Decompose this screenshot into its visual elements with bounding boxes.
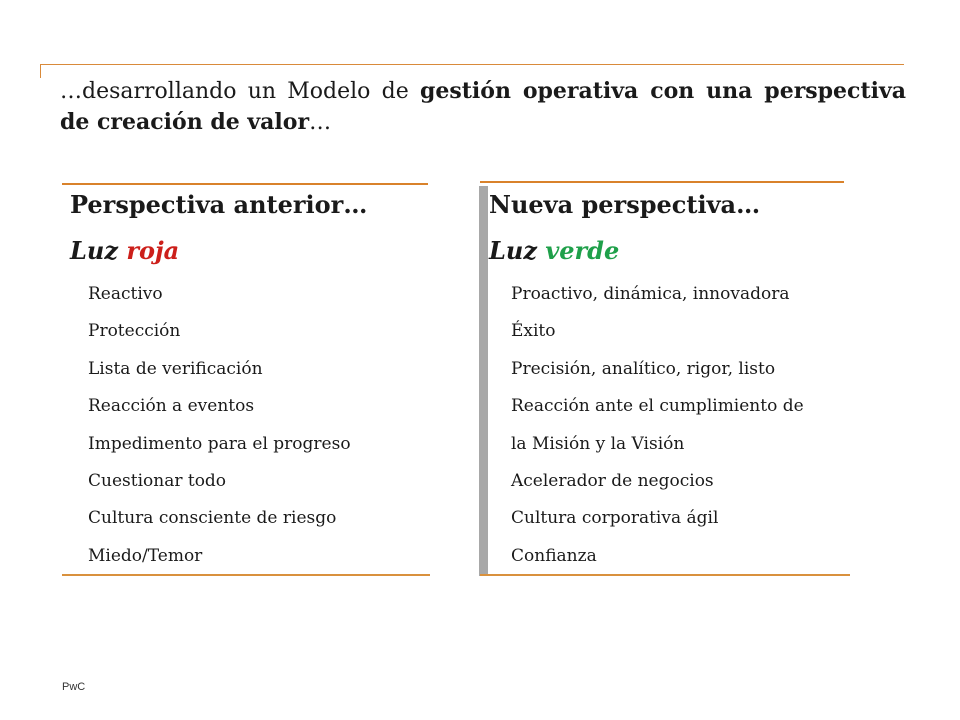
right-column-accent-bar: [479, 186, 488, 576]
left-light-prefix: Luz: [70, 236, 127, 265]
list-item: Proactivo, dinámica, innovadora: [511, 284, 790, 304]
left-top-rule: [62, 183, 428, 185]
left-light-label: [70, 236, 179, 265]
list-item: Reacción ante el cumplimiento de: [511, 396, 804, 417]
list-item: Miedo/Temor: [88, 545, 203, 566]
top-divider-tick: [40, 64, 41, 78]
list-item: Reactivo: [88, 284, 163, 304]
list-item: Reacción a eventos: [88, 396, 255, 417]
list-item: Confianza: [511, 545, 597, 566]
left-column-title: Perspectiva anterior…: [70, 190, 368, 219]
headline-intro: …desarrollando un Modelo de: [60, 79, 420, 104]
list-item: Precisión, analítico, rigor, listo: [511, 358, 776, 379]
left-item-list: [88, 284, 351, 583]
right-light-color-word: verde: [545, 236, 620, 265]
list-item: Cultura corporativa ágil: [511, 508, 719, 529]
right-item-list: [511, 284, 804, 583]
list-item: Impedimento para el progreso: [88, 433, 351, 454]
list-item: la Misión y la Visión: [511, 433, 685, 454]
list-item: Lista de verificación: [88, 358, 263, 379]
right-light-prefix: Luz: [489, 236, 546, 265]
right-top-rule: [480, 181, 844, 183]
right-column-title: Nueva perspectiva…: [489, 190, 761, 219]
right-light-label: [489, 236, 619, 265]
list-item: Cultura consciente de riesgo: [88, 508, 337, 529]
top-divider: [40, 64, 904, 65]
headline-outro: …: [309, 110, 332, 135]
list-item: Cuestionar todo: [88, 470, 227, 491]
list-item: Acelerador de negocios: [511, 470, 714, 491]
list-item: Éxito: [511, 321, 556, 342]
left-light-color-word: roja: [126, 236, 180, 265]
slide-headline: [60, 76, 906, 138]
footer-logo-text: PwC: [62, 681, 86, 693]
headline-bold: gestión operativa con una perspectiva de creación de valor: [60, 78, 906, 135]
list-item: Protección: [88, 321, 181, 342]
